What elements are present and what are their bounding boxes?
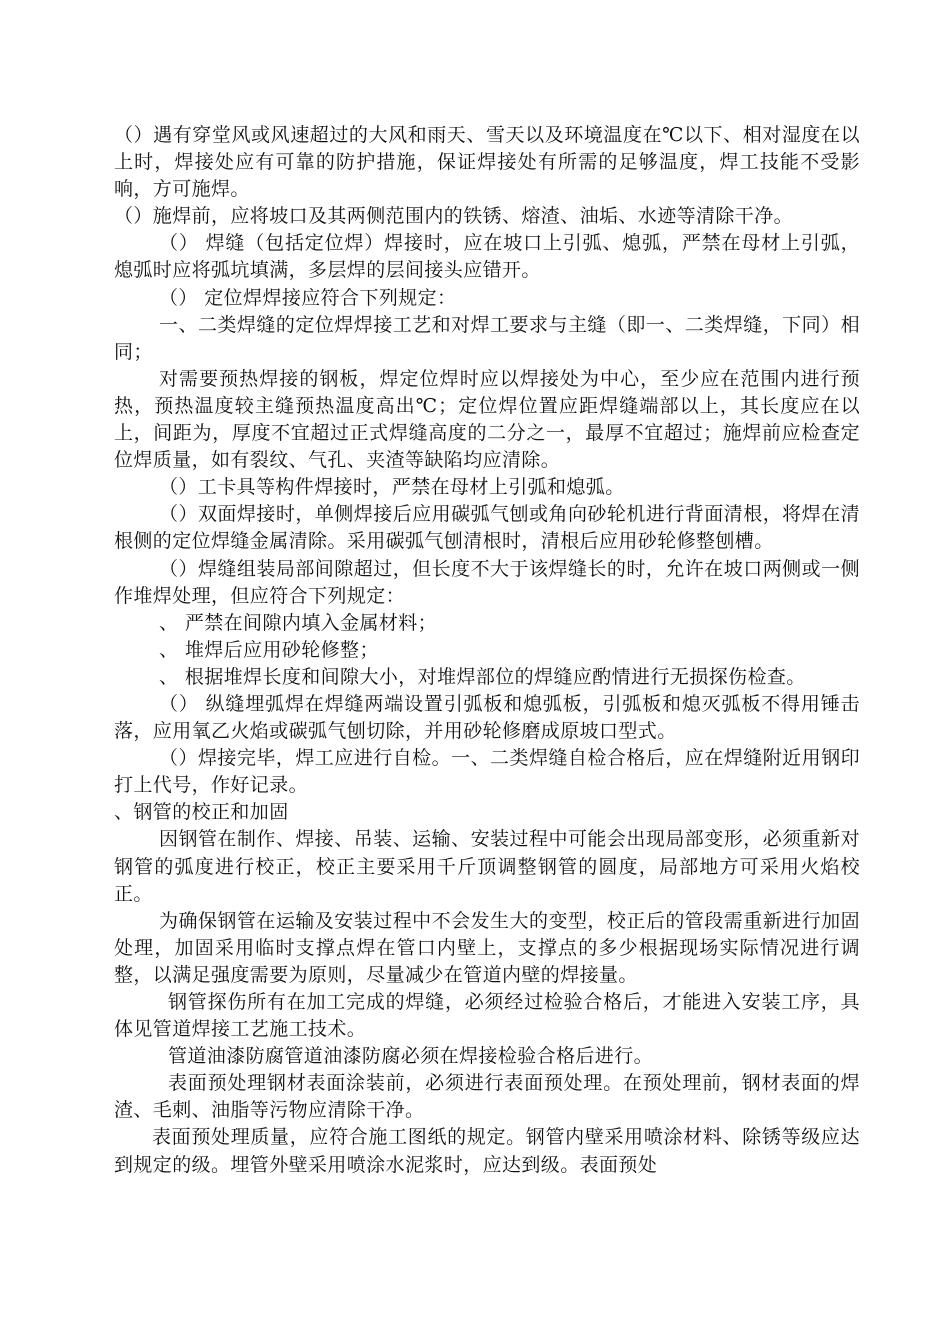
paragraph: （）施焊前，应将坡口及其两侧范围内的铁锈、熔渣、油垢、水迹等清除干净。 bbox=[114, 205, 794, 228]
paragraph: 一、二类焊缝的定位焊焊接工艺和对焊工要求与主缝（即一、二类焊缝，下同）相同； bbox=[114, 313, 860, 363]
paragraph: （）工卡具等构件焊接时，严禁在母材上引弧和熄弧。 bbox=[159, 476, 625, 499]
list-item: 、 严禁在间隙内填入金属材料； bbox=[159, 611, 438, 634]
paragraph: 表面预处理质量，应符合施工图纸的规定。钢管内壁采用喷涂材料、除锈等级应达到规定的级。埋管外壁采用喷涂水泥浆时，应达到级。表面预处 bbox=[114, 1126, 860, 1176]
paragraph: 表面预处理钢材表面涂装前，必须进行表面预处理。在预处理前，钢材表面的焊渣、毛刺、油脂等污物应清除干净。 bbox=[114, 1072, 860, 1122]
paragraph: （） 定位焊焊接应符合下列规定： bbox=[159, 286, 457, 309]
paragraph: （） 纵缝埋弧焊在焊缝两端设置引弧板和熄弧板，引弧板和熄灭弧板不得用锤击落，应用氧乙火焰或碳弧气刨切除，并用砂轮修磨成原坡口型式。 bbox=[114, 692, 860, 743]
paragraph: 钢管探伤所有在加工完成的焊缝，必须经过检验合格后，才能进入安装工序，具体见管道焊接工艺施工技术。 bbox=[114, 991, 860, 1041]
paragraph: 因钢管在制作、焊接、吊装、运输、安装过程中可能会出现局部变形，必须重新对钢管的弧度进行校正，校正主要采用千斤顶调整钢管的圆度，局部地方可采用火焰校正。 bbox=[114, 828, 860, 905]
section-heading: 、钢管的校正和加固 bbox=[114, 801, 289, 824]
paragraph: （）焊接完毕，焊工应进行自检。一、二类焊缝自检合格后，应在焊缝附近用钢印打上代号，作好记录。 bbox=[114, 747, 860, 797]
list-item: 、 堆焊后应用砂轮修整； bbox=[159, 638, 379, 661]
paragraph: 管道油漆防腐管道油漆防腐必须在焊接检验合格后进行。 bbox=[168, 1045, 654, 1068]
paragraph: （）焊缝组装局部间隙超过，但长度不大于该焊缝长的时，允许在坡口两侧或一侧作堆焊处理，但应符合下列规定： bbox=[114, 557, 860, 607]
list-item: 、 根据堆焊长度和间隙大小，对堆焊部位的焊缝应酌情进行无损探伤检查。 bbox=[159, 665, 806, 688]
paragraph: （）遇有穿堂风或风速超过的大风和雨天、雪天以及环境温度在℃以下、相对湿度在以上时，焊接处应有可靠的防护措施，保证焊接处有所需的足够温度，焊工技能不受影响，方可施焊。 bbox=[114, 124, 860, 201]
paragraph: 对需要预热焊接的钢板，焊定位焊时应以焊接处为中心，至少应在范围内进行预热，预热温度较主缝预热温度高出℃；定位焊位置应距焊缝端部以上，其长度应在以上，间距为，厚度不宜超过正式焊缝高度的二分之一，最厚不宜超过；施焊前应检查定位焊质量，如有裂纹、气孔、夹渣等缺陷均应清除。 bbox=[114, 367, 860, 472]
paragraph: （） 焊缝（包括定位焊）焊接时，应在坡口上引弧、熄弧，严禁在母材上引弧，熄弧时应将弧坑填满，多层焊的层间接头应错开。 bbox=[114, 232, 860, 282]
document-body bbox=[114, 122, 860, 1179]
paragraph: 为确保钢管在运输及安装过程中不会发生大的变型，校正后的管段需重新进行加固处理，加固采用临时支撑点焊在管口内壁上，支撑点的多少根据现场实际情况进行调整，以满足强度需要为原则，尽量减少在管道内壁的焊接量。 bbox=[114, 909, 860, 986]
paragraph: （）双面焊接时，单侧焊接后应用碳弧气刨或角向砂轮机进行背面清根，将焊在清根侧的定位焊缝金属清除。采用碳弧气刨清根时，清根后应用砂轮修整刨槽。 bbox=[114, 503, 860, 553]
